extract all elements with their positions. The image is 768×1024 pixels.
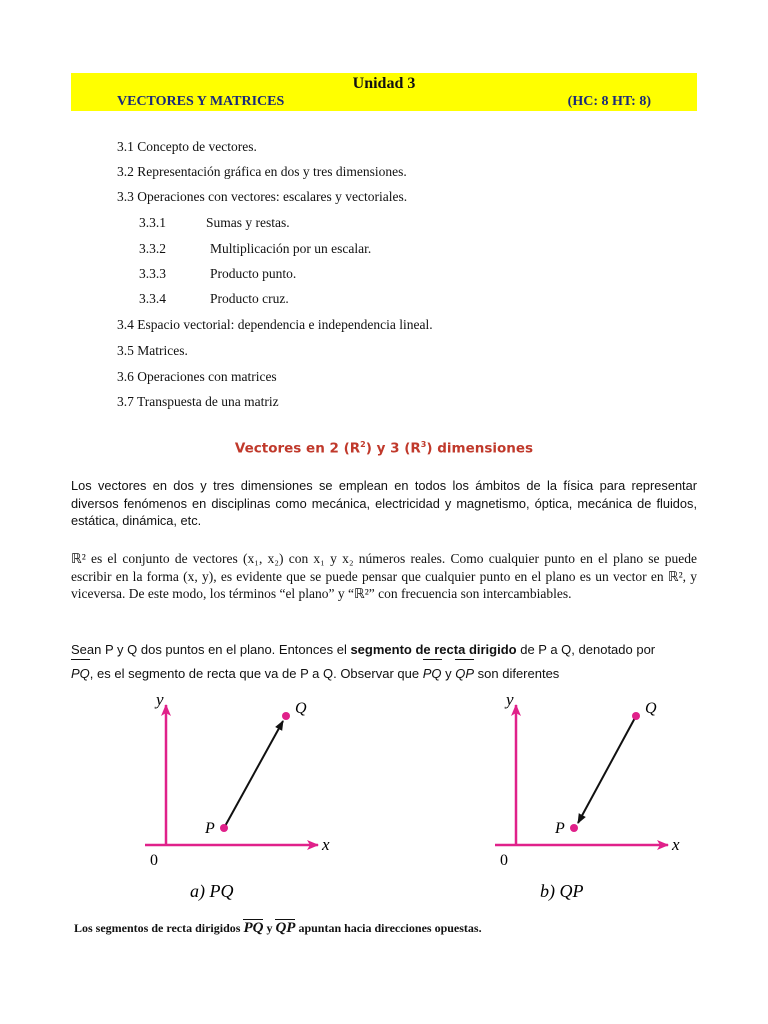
unit-header-banner [71,73,697,111]
figure-a-caption: a) PQ [190,881,234,901]
vector-qp: QP [455,662,474,686]
x-axis-label: x [672,835,680,854]
figure-b [495,690,680,902]
paragraph-directed-segment: Sean P y Q dos puntos en el plano. Entonces el segmento de recta dirigido de P a Q, denotado por PQ, es el segmento de recta que va de P a Q. Observar que PQ y QP son diferentes [71,638,697,686]
arrow-qp [578,716,636,823]
unit-title: Unidad 3 [352,75,416,92]
figure-a [145,690,330,902]
toc-item: 3.3.1 Sumas y restas. [139,215,290,230]
toc-item: 3.7 Transpuesta de una matriz [117,394,279,409]
point-p [220,824,228,832]
x-axis-label: x [322,835,330,854]
vector-pq: PQ [423,662,442,686]
point-p-label: P [205,820,215,837]
section-title: Vectores en 2 $(R^2)$ y 3 $(R^3)$ dimensiones [234,440,534,457]
unit-topic: VECTORES Y MATRICES [117,94,285,109]
point-p-label: P [555,820,565,837]
toc-item: 3.6 Operaciones con matrices [117,369,277,384]
figure-b-caption: b) QP [540,881,584,901]
toc-item: 3.3.4 Producto cruz. [139,291,289,306]
vector-pq: PQ [71,662,90,686]
vector-pq: PQ [243,920,264,936]
origin-label: 0 [500,852,508,869]
arrow-pq [224,721,283,828]
toc-item: 3.5 Matrices. [117,343,188,358]
point-q-label: Q [645,700,657,717]
point-q [282,712,290,720]
figure-caption: Los segmentos de recta dirigidos PQ y QP apuntan hacia direcciones opuestas. [74,920,482,936]
paragraph-intro: Los vectores en dos y tres dimensiones se emplean en todos los ámbitos de la física para representar diversos fenómenos en disciplinas como mecánica, electricidad y magnetismo, óptica, mecánica de fluidos, estática, dinámica, etc. [71,478,697,528]
point-q [632,712,640,720]
origin-label: 0 [150,852,158,869]
point-q-label: Q [295,700,307,717]
unit-hours: (HC: 8 HT: 8) [567,94,651,109]
vector-qp: QP [275,920,296,936]
toc-item: 3.3.2 Multiplicación por un escalar. [139,241,372,256]
y-axis-label: y [506,690,514,709]
y-axis-label: y [156,690,164,709]
toc-item: 3.1 Concepto de vectores. [117,139,257,154]
toc-item: 3.3.3 Producto punto. [139,266,297,281]
toc-item: 3.4 Espacio vectorial: dependencia e independencia lineal. [117,317,433,332]
toc-item: 3.2 Representación gráfica en dos y tres dimensiones. [117,164,407,179]
directed-segments-figure [0,685,768,915]
point-p [570,824,578,832]
paragraph-r2: ℝ² es el conjunto de vectores (x₁, x₂) con x₁ y x₂ números reales. Como cualquier punto en el plano se puede escribir en la forma (x, y), es evidente que se puede pensar que cualquier punto en el plano es un vector en ℝ², y viceversa. De este modo, los términos “el plano” y “ℝ²” con frecuencia son intercambiables. [71,551,697,601]
toc-item: 3.3 Operaciones con vectores: escalares y vectoriales. [117,189,408,204]
